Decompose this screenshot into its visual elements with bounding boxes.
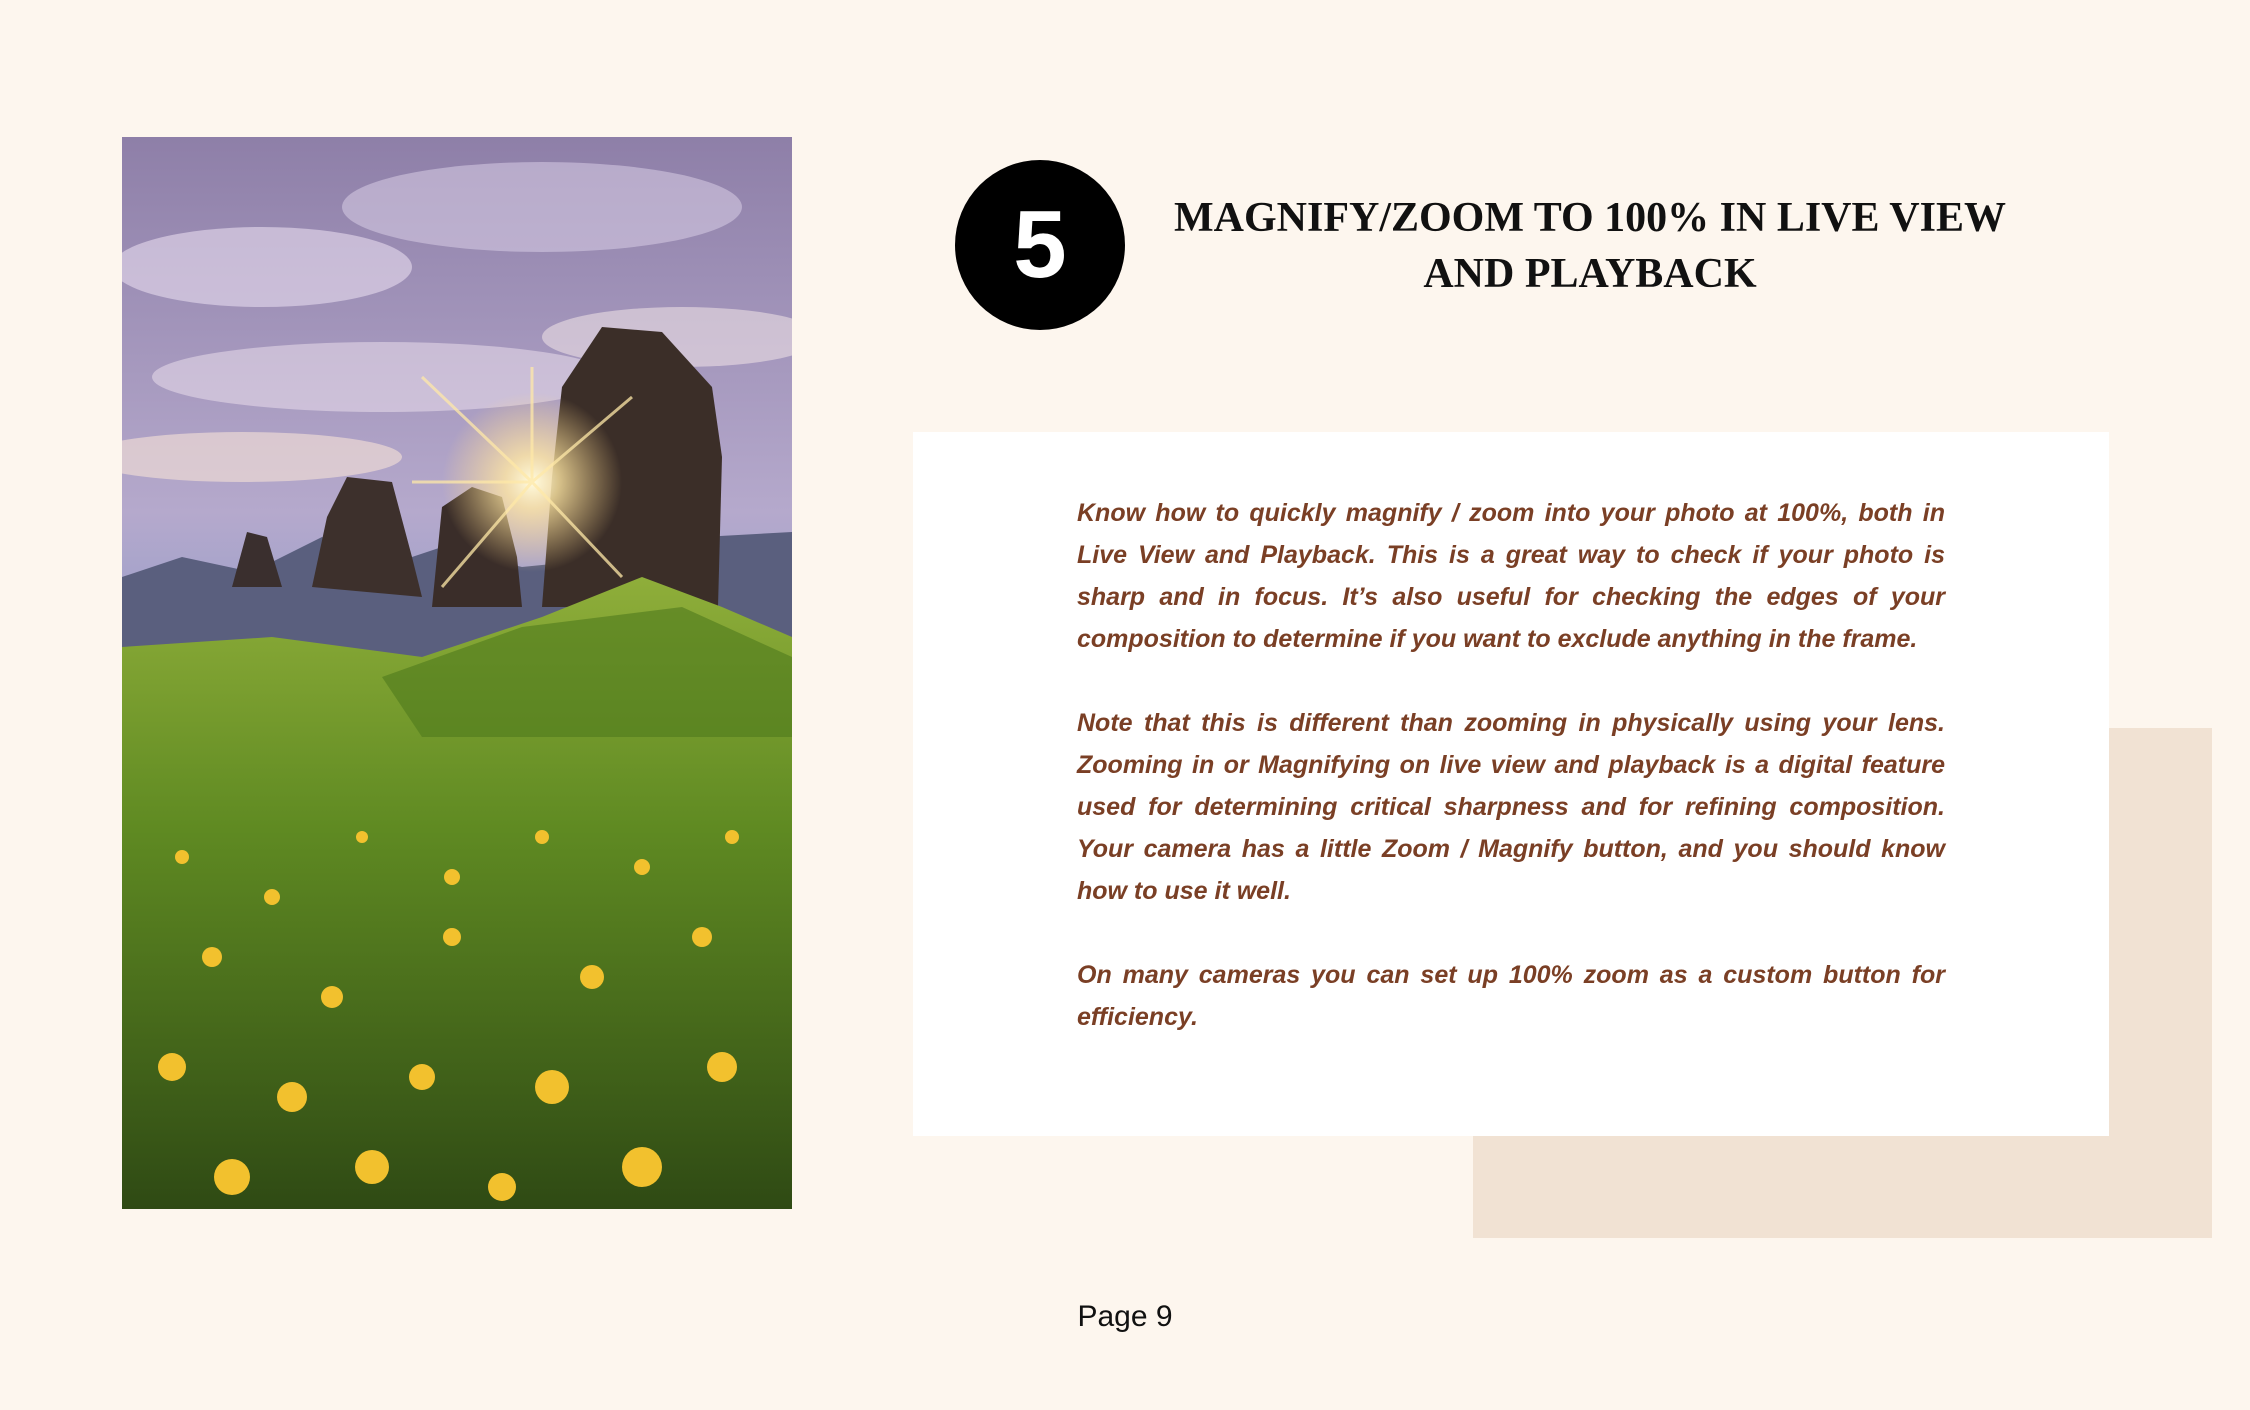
body-paragraph-3: On many cameras you can set up 100% zoom as a custom button for efficiency.	[1077, 961, 1945, 1031]
landscape-photo	[122, 137, 792, 1209]
step-number: 5	[1013, 191, 1067, 298]
body-text	[1077, 492, 1945, 1080]
step-number-badge	[955, 160, 1125, 330]
text-card	[913, 432, 2109, 1136]
body-paragraph-2: Note that this is different than zooming in physically using your lens. Zooming in or Magnifying on live view and playback is a digital feature used for determining critical sharpness and for refining composition. Your camera has a little Zoom / Magnify button, and you should know how to use it well.	[1077, 709, 1945, 905]
title-line-2: AND PLAYBACK	[1423, 251, 1757, 297]
page-title	[1160, 190, 2020, 302]
page-number: Page 9	[1077, 1300, 1173, 1333]
title-line-1: MAGNIFY/ZOOM TO 100% IN LIVE VIEW	[1174, 195, 2006, 241]
body-paragraph-1: Know how to quickly magnify / zoom into your photo at 100%, both in Live View and Playback. This is a great way to check if your photo is sharp and in focus. It’s also useful for checking the edges of your composition to determine if you want to exclude anything in the frame.	[1077, 499, 1945, 653]
